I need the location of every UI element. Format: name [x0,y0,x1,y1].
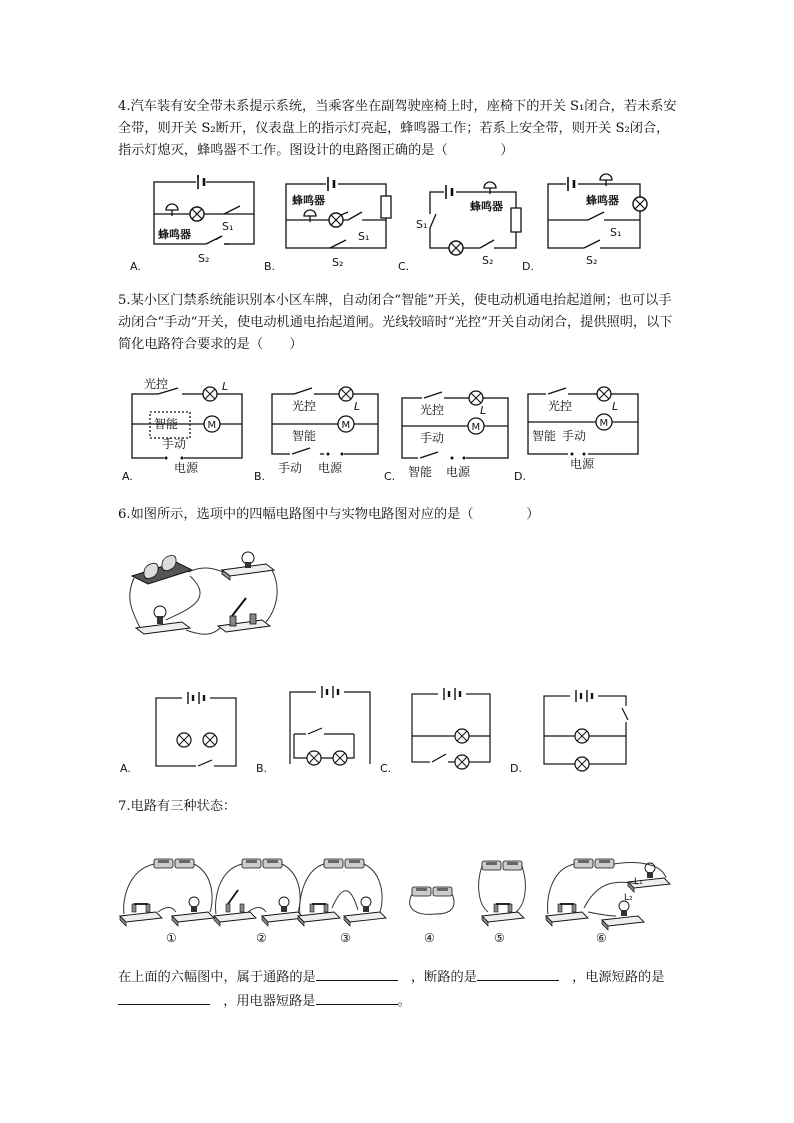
q4c-s1-label: S₁ [416,218,428,231]
q5c-light-label: 光控 [420,403,445,417]
question-4-text: 4.汽车装有安全带未系提示系统，当乘客坐在副驾驶座椅上时，座椅下的开关 S₁闭合，若未系安全带，则开关 S₂断开，仪表盘上的指示灯亮起，蜂鸣器工作；若系上安全带，则开关 S₂闭合，指示灯熄灭，蜂鸣器不工作。图设计的电路图正确的是（ ） [118,99,677,158]
q5b-power-label: 电源 [318,461,343,475]
q5b-smart-label: 智能 [292,429,317,443]
q4a-s1-label: S₁ [222,220,234,233]
q4b-s1-label: S₁ [358,230,370,243]
q6-option-d: D. [510,762,522,775]
q7-blank-broken-circuit-answer[interactable] [477,966,559,981]
q7-label-1: ① [166,931,177,945]
q4-options-figure [118,170,678,274]
q5-option-a: A. [122,470,133,483]
q7-label-2: ② [256,931,267,945]
q7-label-4: ④ [424,931,435,945]
q7-l1-label: L₁ [634,877,643,887]
q7-blank-open-circuit-answer[interactable] [316,966,398,981]
q4d-buzzer-label: 蜂鸣器 [586,194,619,207]
q4-option-a: A. [130,260,141,273]
q5c-smart-label: 智能 [408,465,433,479]
q4b-buzzer-label: 蜂鸣器 [292,194,325,207]
q5a-lamp-label: L [222,380,229,393]
q5-option-c: C. [384,470,396,483]
q7-blank-device-short-answer[interactable] [316,990,398,1005]
q5a-smart-label: 智能 [154,417,179,431]
q6-options-figure [118,680,658,780]
q7-fill-in-sentence [118,966,678,1014]
question-6-text: 6.如图所示，选项中的四幅电路图中与实物电路图对应的是（ ） [118,507,540,522]
q4-option-d: D. [522,260,534,273]
q6-option-c: C. [380,762,392,775]
q7-fill-end: 。 [397,994,411,1009]
q5d-power-label: 电源 [570,457,595,471]
q7-label-3: ③ [340,931,351,945]
q7-l2-label: L₂ [624,893,633,903]
q4-option-c: C. [398,260,410,273]
q7-fill-d: ，用电器短路是 [223,994,316,1009]
q5b-lamp-label: L [354,400,361,413]
q7-blank-source-short-answer[interactable] [118,990,210,1005]
q5-option-d: D. [514,470,526,483]
q5b-light-label: 光控 [292,399,317,413]
q5a-power-label: 电源 [174,461,199,475]
q4b-s2-label: S₂ [332,256,344,269]
q4-option-b: B. [264,260,276,273]
q5c-lamp-label: L [480,404,487,417]
q5d-lamp-label: L [612,400,619,413]
q6-option-b: B. [256,762,268,775]
q5a-manual-label: 手动 [162,437,187,451]
q5c-power-label: 电源 [446,465,471,479]
q5d-smart-label: 智能 [532,429,557,443]
q7-fill-a: 在上面的六幅图中，属于通路的是 [118,970,316,985]
q7-label-6: ⑥ [596,931,607,945]
q4a-buzzer-label: 蜂鸣器 [158,228,191,241]
question-5-text: 5.某小区门禁系统能识别本小区车牌，自动闭合“智能”开关，使电动机通电抬起道闸；也可以手动闭合“手动“开关，使电动机通电抬起道闸。光线较暗时“光控”开关自动闭合，提供照明，以下简化电路符合要求的是（ ） [118,293,673,352]
q7-label-5: ⑤ [494,931,505,945]
q4d-s2-label: S₂ [586,254,598,267]
q5-options-figure: M 光控 L 智能 手动 电源 A. 光控 L 智能 手动 电源 B. 光控 L 手动 智能 电源 C. 光控 L 智能 手动 电源 D. [118,372,678,484]
q7-fill-c: ，电源短路的是 [572,970,665,985]
q6-physical-circuit-illustration [126,540,286,652]
q4c-buzzer-label: 蜂鸣器 [470,200,503,213]
q5c-manual-label: 手动 [420,431,445,445]
q5-option-b: B. [254,470,266,483]
q4c-s2-label: S₂ [482,254,494,267]
q7-circuit-states-figure [118,850,678,948]
q7-fill-b: ，断路的是 [411,970,477,985]
q5b-manual-label: 手动 [278,461,303,475]
q4d-s1-label: S₁ [610,226,622,239]
q5d-light-label: 光控 [548,399,573,413]
q5d-manual-label: 手动 [562,429,587,443]
question-7-text: 7.电路有三种状态： [118,799,237,814]
q6-option-a: A. [120,762,131,775]
q5a-light-label: 光控 [144,377,169,391]
q4a-s2-label: S₂ [198,252,210,265]
